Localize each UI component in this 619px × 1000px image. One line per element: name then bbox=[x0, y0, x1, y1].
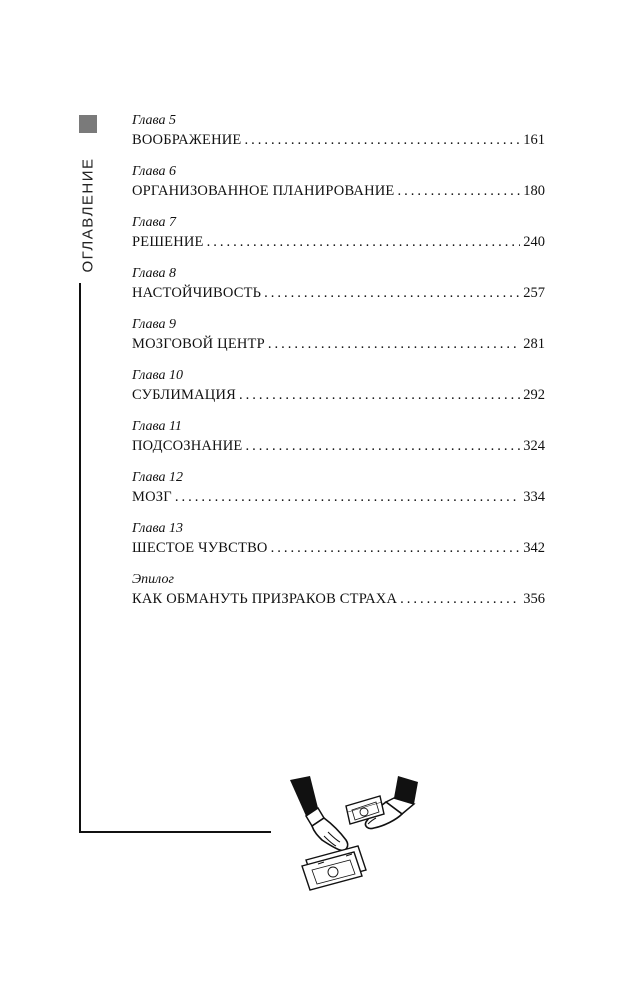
page-number: 292 bbox=[523, 387, 545, 403]
page-number: 257 bbox=[523, 285, 545, 301]
page-number: 161 bbox=[523, 132, 545, 148]
table-of-contents bbox=[132, 111, 545, 621]
chapter-title: ШЕСТОЕ ЧУВСТВО bbox=[132, 540, 268, 556]
dot-leader bbox=[397, 181, 520, 201]
chapter-label: Глава 8 bbox=[132, 266, 176, 281]
dot-leader bbox=[244, 130, 520, 150]
dot-leader bbox=[175, 487, 520, 507]
chapter-label: Глава 13 bbox=[132, 521, 183, 536]
chapter-label: Глава 5 bbox=[132, 113, 176, 128]
chapter-label: Глава 11 bbox=[132, 419, 182, 434]
toc-entry[interactable] bbox=[132, 264, 545, 315]
page-number: 356 bbox=[523, 591, 545, 607]
page-number: 240 bbox=[523, 234, 545, 250]
chapter-label: Глава 9 bbox=[132, 317, 176, 332]
hands-exchanging-money-icon bbox=[288, 774, 420, 892]
page-number: 342 bbox=[523, 540, 545, 556]
section-title-vertical: ОГЛАВЛЕНИЕ bbox=[79, 157, 97, 273]
chapter-label: Глава 12 bbox=[132, 470, 183, 485]
vertical-rule bbox=[79, 283, 81, 832]
toc-entry[interactable] bbox=[132, 468, 545, 519]
toc-entry[interactable] bbox=[132, 417, 545, 468]
dot-leader bbox=[400, 589, 520, 609]
toc-entry[interactable] bbox=[132, 570, 545, 621]
section-marker-square bbox=[79, 115, 97, 133]
page-number: 324 bbox=[523, 438, 545, 454]
chapter-title: МОЗГ bbox=[132, 489, 172, 505]
dot-leader bbox=[271, 538, 521, 558]
chapter-title: ВООБРАЖЕНИЕ bbox=[132, 132, 242, 148]
toc-entry[interactable] bbox=[132, 162, 545, 213]
toc-entry[interactable] bbox=[132, 315, 545, 366]
dot-leader bbox=[268, 334, 520, 354]
chapter-title: МОЗГОВОЙ ЦЕНТР bbox=[132, 336, 265, 352]
chapter-title: ПОДСОЗНАНИЕ bbox=[132, 438, 243, 454]
chapter-title: РЕШЕНИЕ bbox=[132, 234, 204, 250]
chapter-title: НАСТОЙЧИВОСТЬ bbox=[132, 285, 262, 301]
chapter-title: КАК ОБМАНУТЬ ПРИЗРАКОВ СТРАХА bbox=[132, 591, 398, 607]
dot-leader bbox=[239, 385, 520, 405]
chapter-title: ОРГАНИЗОВАННОЕ ПЛАНИРОВАНИЕ bbox=[132, 183, 395, 199]
page-number: 334 bbox=[523, 489, 545, 505]
horizontal-rule bbox=[79, 831, 271, 833]
dot-leader bbox=[245, 436, 520, 456]
dot-leader bbox=[264, 283, 520, 303]
chapter-label: Глава 10 bbox=[132, 368, 183, 383]
chapter-label: Глава 6 bbox=[132, 164, 176, 179]
chapter-label: Эпилог bbox=[132, 572, 174, 587]
page-number: 180 bbox=[523, 183, 545, 199]
chapter-label: Глава 7 bbox=[132, 215, 176, 230]
toc-entry[interactable] bbox=[132, 366, 545, 417]
toc-entry[interactable] bbox=[132, 111, 545, 162]
toc-entry[interactable] bbox=[132, 213, 545, 264]
toc-entry[interactable] bbox=[132, 519, 545, 570]
page-number: 281 bbox=[523, 336, 545, 352]
dot-leader bbox=[207, 232, 521, 252]
chapter-title: СУБЛИМАЦИЯ bbox=[132, 387, 236, 403]
